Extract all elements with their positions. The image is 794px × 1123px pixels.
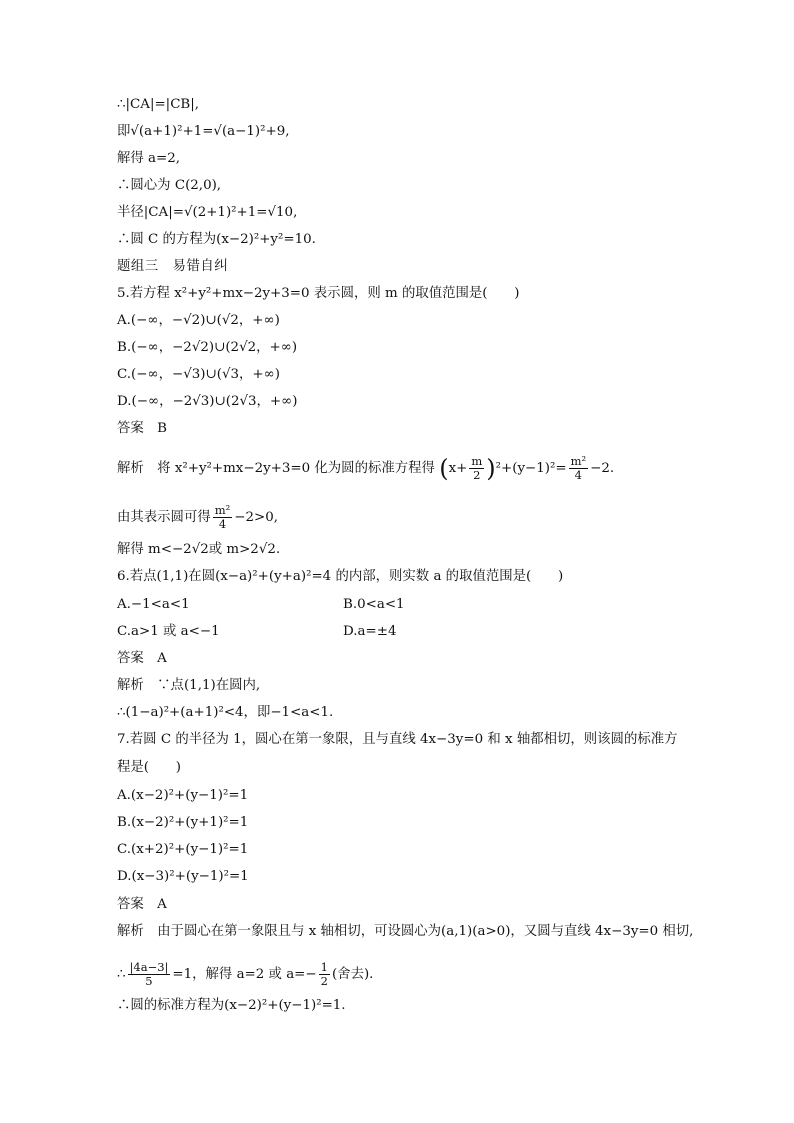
numerator: |4a−3|	[129, 960, 169, 974]
text: ∴|CA|=|CB|,	[117, 97, 200, 112]
text: B.(x−2)²+(y+1)²=1	[117, 815, 249, 830]
text: 解析 将 x²+y²+mx−2y+3=0 化为圆的标准方程得	[117, 461, 435, 476]
text: (舍去).	[331, 967, 374, 982]
answer	[117, 650, 167, 668]
text: 解得 m<−2√2或 m>2√2.	[117, 542, 281, 557]
analysis-line	[117, 997, 346, 1015]
denominator: 4	[218, 517, 227, 531]
option-a	[117, 312, 280, 330]
numerator: m²	[214, 503, 231, 517]
text: 由其表示圆可得	[117, 510, 211, 525]
text: 5.若方程 x²+y²+mx−2y+3=0 表示圆，则 m 的取值范围是( )	[117, 286, 520, 301]
text: A.−1<a<1	[117, 597, 190, 612]
text: A.(x−2)²+(y−1)²=1	[117, 788, 249, 803]
solution-line	[117, 123, 290, 141]
option-c	[117, 623, 220, 641]
question-5	[117, 285, 520, 303]
text: 答案 A	[117, 897, 167, 912]
text: ∴	[117, 967, 126, 982]
option-a	[117, 596, 190, 614]
section-heading	[117, 258, 228, 276]
text: C.(−∞，−√3)∪(√3，+∞)	[117, 367, 280, 382]
text: 答案 A	[117, 651, 167, 666]
analysis-line: 解析 将 x²+y²+mx−2y+3=0 化为圆的标准方程得 (x+ $\frac{m}{2}$ )²+(y−1)²= $\frac{\text{m²}}{4}$ −2.	[117, 454, 615, 483]
text: ∴圆的标准方程为(x−2)²+(y−1)²=1.	[117, 998, 346, 1013]
numerator: 1	[320, 960, 328, 974]
text: −2.	[590, 461, 615, 476]
fraction	[469, 455, 484, 482]
text: ∴圆心为 C(2,0),	[117, 178, 222, 193]
answer	[117, 896, 167, 914]
text: 答案 B	[117, 421, 168, 436]
fraction	[128, 961, 171, 988]
fraction	[213, 504, 233, 531]
text: 7.若圆 C 的半径为 1，圆心在第一象限，且与直线 4x−3y=0 和 x 轴都相切，则该圆的标准方	[117, 732, 678, 747]
option-a	[117, 787, 248, 805]
text: A.(−∞，−√2)∪(√2，+∞)	[117, 313, 280, 328]
question-6	[117, 568, 563, 586]
paren-close: )	[486, 454, 496, 483]
text: 6.若点(1,1)在圆(x−a)²+(y+a)²=4 的内部，则实数 a 的取值范围是( )	[117, 569, 564, 584]
question-7	[117, 731, 678, 749]
option-d	[117, 393, 298, 411]
analysis-line	[117, 541, 280, 559]
text: −2>0,	[234, 510, 278, 525]
option-b	[343, 596, 405, 614]
question-7-cont	[117, 759, 181, 777]
option-c	[117, 841, 248, 859]
text: 即√(a+1)²+1=√(a−1)²+9,	[117, 124, 290, 139]
solution-line	[117, 204, 297, 222]
option-b	[117, 339, 297, 357]
text: 解析 ∵点(1,1)在圆内,	[117, 678, 261, 693]
text: C.(x+2)²+(y−1)²=1	[117, 842, 249, 857]
solution-line	[117, 150, 180, 168]
analysis-line	[117, 504, 278, 531]
text: D.(x−3)²+(y−1)²=1	[117, 869, 249, 884]
fraction	[569, 455, 589, 482]
analysis-line	[117, 704, 333, 722]
text: =1，解得 a=2 或 a=−	[172, 967, 317, 982]
text: 程是( )	[117, 760, 182, 775]
paren-open: (	[439, 454, 449, 483]
text: 半径|CA|=√(2+1)²+1=√10,	[117, 205, 298, 220]
text: ∴圆 C 的方程为(x−2)²+y²=10.	[117, 232, 316, 247]
var-x: x	[448, 461, 457, 476]
analysis-line	[117, 923, 693, 941]
text: D.(−∞，−2√3)∪(2√3，+∞)	[117, 394, 298, 409]
text: B.0<a<1	[343, 597, 405, 612]
text: C.a>1 或 a<−1	[117, 624, 220, 639]
numerator: m²	[570, 454, 587, 468]
analysis-line	[117, 961, 373, 988]
numerator: m	[471, 454, 483, 468]
option-b	[117, 814, 248, 832]
denominator: 5	[145, 974, 153, 988]
text: 解得 a=2,	[117, 151, 181, 166]
text: D.a=±4	[343, 624, 397, 639]
text: B.(−∞，−2√2)∪(2√2，+∞)	[117, 340, 298, 355]
text: 解析 由于圆心在第一象限且与 x 轴相切，可设圆心为(a,1)(a>0)，又圆与直线 4x−3y=0 相切,	[117, 924, 694, 939]
denominator: 4	[574, 468, 582, 482]
denominator: 2	[320, 974, 328, 988]
option-d	[343, 623, 396, 641]
fraction	[319, 961, 330, 988]
solution-line	[117, 96, 199, 114]
text: ²+(y−1)²=	[495, 461, 567, 476]
analysis-line	[117, 677, 260, 695]
option-c	[117, 366, 280, 384]
solution-line	[117, 177, 221, 195]
answer	[117, 420, 167, 438]
text: ∴(1−a)²+(a+1)²<4，即−1<a<1.	[117, 705, 334, 720]
option-d	[117, 868, 249, 886]
text: 题组三 易错自纠	[117, 259, 229, 274]
denominator: 2	[473, 468, 481, 482]
solution-line	[117, 231, 316, 249]
